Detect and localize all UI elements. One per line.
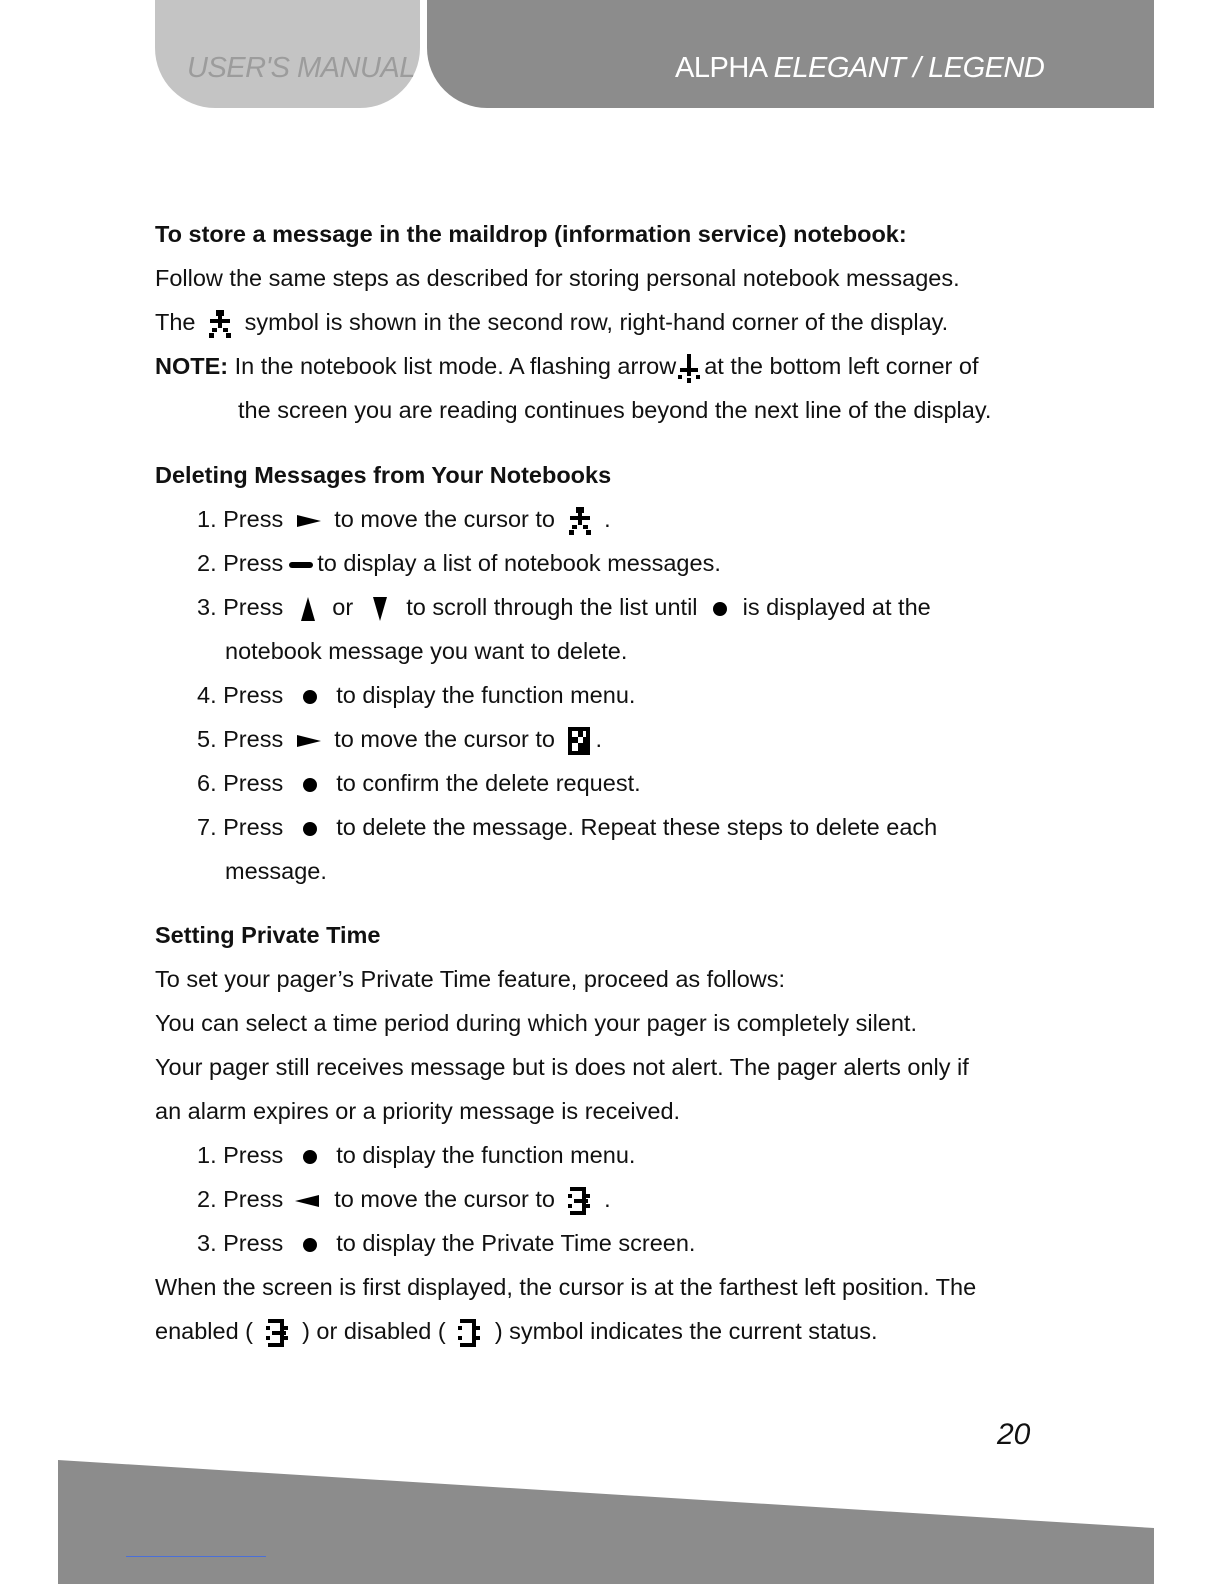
- right-arrow-icon: [296, 512, 322, 530]
- paragraph: an alarm expires or a priority message is received.: [155, 1098, 681, 1124]
- note-continuation: the screen you are reading continues beyond the next line of the display.: [238, 397, 992, 423]
- bullet-key-icon: [302, 777, 318, 793]
- paragraph: You can select a time period during which your pager is completely silent.: [155, 1010, 917, 1036]
- footer-link-underline: [126, 1556, 266, 1557]
- list-item: 1. Press to display the function menu.: [197, 1142, 636, 1168]
- delete-heading: Deleting Messages from Your Notebooks: [155, 462, 612, 488]
- bullet-key-icon: [712, 601, 728, 617]
- bullet-key-icon: [302, 1149, 318, 1165]
- list-item: 4. Press to display the function menu.: [197, 682, 636, 708]
- paragraph: When the screen is first displayed, the cursor is at the farthest left position. The: [155, 1274, 977, 1300]
- paragraph: enabled ( ) or disabled ( ) symbol indicates the current status.: [155, 1309, 1075, 1353]
- bullet-key-icon: [302, 689, 318, 705]
- down-triangle-icon: [372, 596, 388, 622]
- dash-key-icon: [289, 560, 313, 570]
- product-title: [675, 52, 1044, 85]
- list-item-continuation: notebook message you want to delete.: [225, 638, 628, 664]
- down-arrow-icon: [678, 353, 700, 383]
- list-item: 1. Press to move the cursor to .: [155, 497, 1075, 541]
- note: NOTE: In the notebook list mode. A flashing arrow at the bottom left corner of: [155, 344, 1075, 388]
- list-item: 7. Press to delete the message. Repeat these steps to delete each: [197, 814, 938, 840]
- left-arrow-icon: [294, 1192, 320, 1210]
- paragraph: Your pager still receives message but is does not alert. The pager alerts only if: [155, 1054, 969, 1080]
- delete-symbol-icon: [568, 727, 590, 755]
- maildrop-symbol-icon: [208, 309, 232, 339]
- list-item-continuation: message.: [225, 858, 327, 884]
- brand-name: ALPHA: [675, 52, 766, 84]
- paragraph: The symbol is shown in the second row, right-hand corner of the display.: [155, 300, 1075, 344]
- page-content: [155, 212, 1075, 1353]
- list-item: 5. Press to move the cursor to .: [155, 717, 1075, 761]
- private-time-disabled-icon: [458, 1318, 482, 1348]
- list-item: 2. Press to move the cursor to .: [155, 1177, 1075, 1221]
- list-item: 3. Press or to scroll through the list until is displayed at the: [197, 594, 931, 620]
- manual-label: USER'S MANUAL: [187, 52, 415, 84]
- page-number: 20: [997, 1418, 1031, 1451]
- bullet-key-icon: [302, 821, 318, 837]
- right-arrow-icon: [296, 732, 322, 750]
- private-time-enabled-icon: [568, 1186, 592, 1216]
- list-item: 3. Press to display the Private Time screen.: [197, 1230, 696, 1256]
- list-item: 2. Press to display a list of notebook messages.: [197, 550, 721, 576]
- maildrop-heading: To store a message in the maildrop (information service) notebook:: [155, 221, 907, 247]
- note-label: NOTE:: [155, 353, 229, 379]
- paragraph: To set your pager’s Private Time feature, proceed as follows:: [155, 966, 786, 992]
- footer-band: [0, 1450, 1224, 1584]
- header-left-tab: [155, 0, 420, 108]
- model-name: ELEGANT / LEGEND: [773, 52, 1045, 84]
- list-item: 6. Press to confirm the delete request.: [197, 770, 641, 796]
- private-time-enabled-icon: [266, 1318, 290, 1348]
- maildrop-symbol-icon: [568, 506, 592, 536]
- bullet-key-icon: [302, 1237, 318, 1253]
- private-time-heading: Setting Private Time: [155, 922, 381, 948]
- paragraph: Follow the same steps as described for storing personal notebook messages.: [155, 265, 960, 291]
- header-right-tab: [427, 0, 1154, 108]
- up-arrow-icon: [300, 596, 316, 622]
